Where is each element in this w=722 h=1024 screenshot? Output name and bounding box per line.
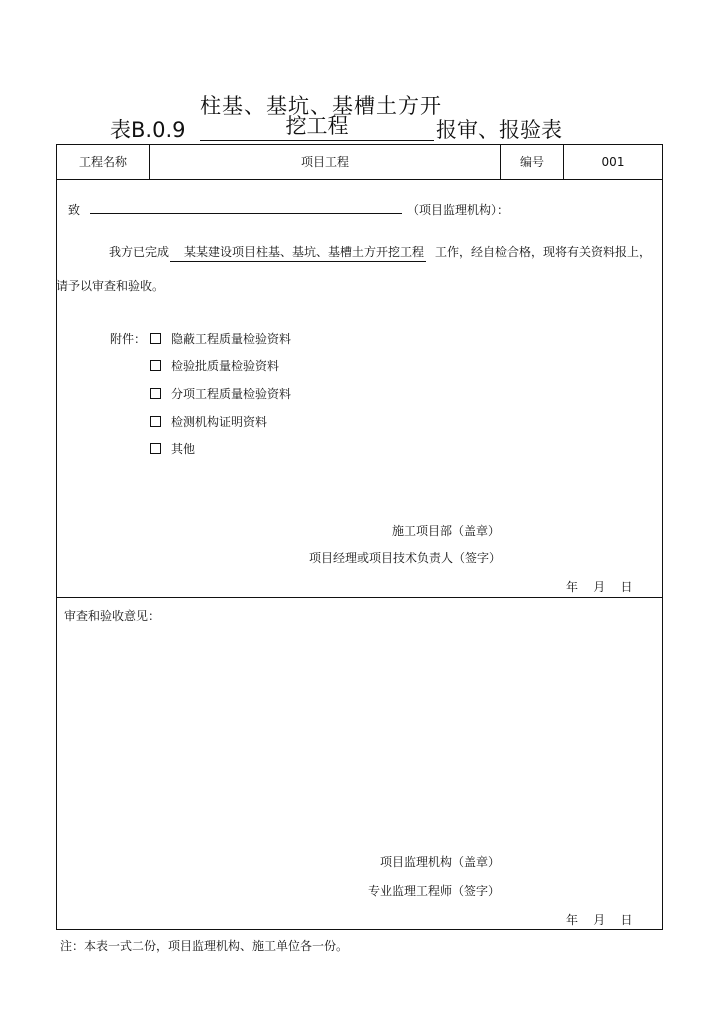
attachment-item bbox=[150, 357, 279, 374]
completed-work-field[interactable]: 某某建设项目柱基、基坑、基槽土方开挖工程 bbox=[170, 243, 426, 262]
dept-seal-label: 施工项目部（盖章） bbox=[392, 524, 501, 538]
checkbox[interactable] bbox=[150, 333, 161, 344]
request-date: 年 月 日 bbox=[566, 580, 633, 594]
completed-prefix: 我方已完成 bbox=[109, 245, 170, 259]
form-title-fill: 挖工程 bbox=[200, 114, 434, 141]
number-value[interactable]: 001 bbox=[601, 155, 625, 169]
number-label: 编号 bbox=[519, 155, 544, 169]
attachment-item bbox=[150, 330, 291, 347]
completed-suffix: 工作，经自检合格，现将有关资料报上， bbox=[435, 245, 652, 259]
form-code: 表B.0.9 bbox=[110, 118, 186, 142]
to-suffix: （项目监理机构）： bbox=[407, 203, 510, 217]
checkbox[interactable] bbox=[150, 388, 161, 399]
attachment-item bbox=[150, 413, 267, 430]
attachment-label: 分项工程质量检验资料 bbox=[171, 387, 292, 401]
attachment-label: 检验批质量检验资料 bbox=[171, 359, 280, 373]
attachment-label: 隐蔽工程质量检验资料 bbox=[171, 332, 292, 346]
org-seal-label: 项目监理机构（盖章） bbox=[380, 855, 501, 869]
attachments-label: 附件： bbox=[110, 332, 147, 346]
engineer-sign-label: 专业监理工程师（签字） bbox=[368, 884, 501, 898]
attachment-label: 其他 bbox=[171, 442, 196, 456]
review-opinion-label: 审查和验收意见： bbox=[64, 609, 161, 623]
checkbox[interactable] bbox=[150, 443, 161, 454]
footnote: 注：本表一式二份，项目监理机构、施工单位各一份。 bbox=[60, 939, 349, 953]
attachment-label: 检测机构证明资料 bbox=[171, 415, 268, 429]
review-date: 年 月 日 bbox=[566, 913, 633, 927]
project-name-label: 工程名称 bbox=[78, 155, 127, 169]
attachment-item bbox=[150, 385, 291, 402]
row-divider bbox=[57, 597, 662, 598]
form-title-line1: 柱基、基坑、基槽土方开 bbox=[200, 94, 442, 118]
to-label: 致 bbox=[68, 203, 81, 217]
checkbox[interactable] bbox=[150, 360, 161, 371]
checkbox[interactable] bbox=[150, 416, 161, 427]
project-name-value[interactable]: 项目工程 bbox=[300, 155, 349, 169]
attachment-item bbox=[150, 440, 195, 457]
manager-sign-label: 项目经理或项目技术负责人（签字） bbox=[309, 551, 502, 565]
form-box bbox=[56, 144, 663, 930]
to-recipient-field[interactable] bbox=[90, 213, 402, 214]
row-divider bbox=[57, 179, 662, 180]
form-title-suffix: 报审、报验表 bbox=[436, 118, 562, 142]
please-review-text: 请予以审查和验收。 bbox=[56, 279, 165, 293]
